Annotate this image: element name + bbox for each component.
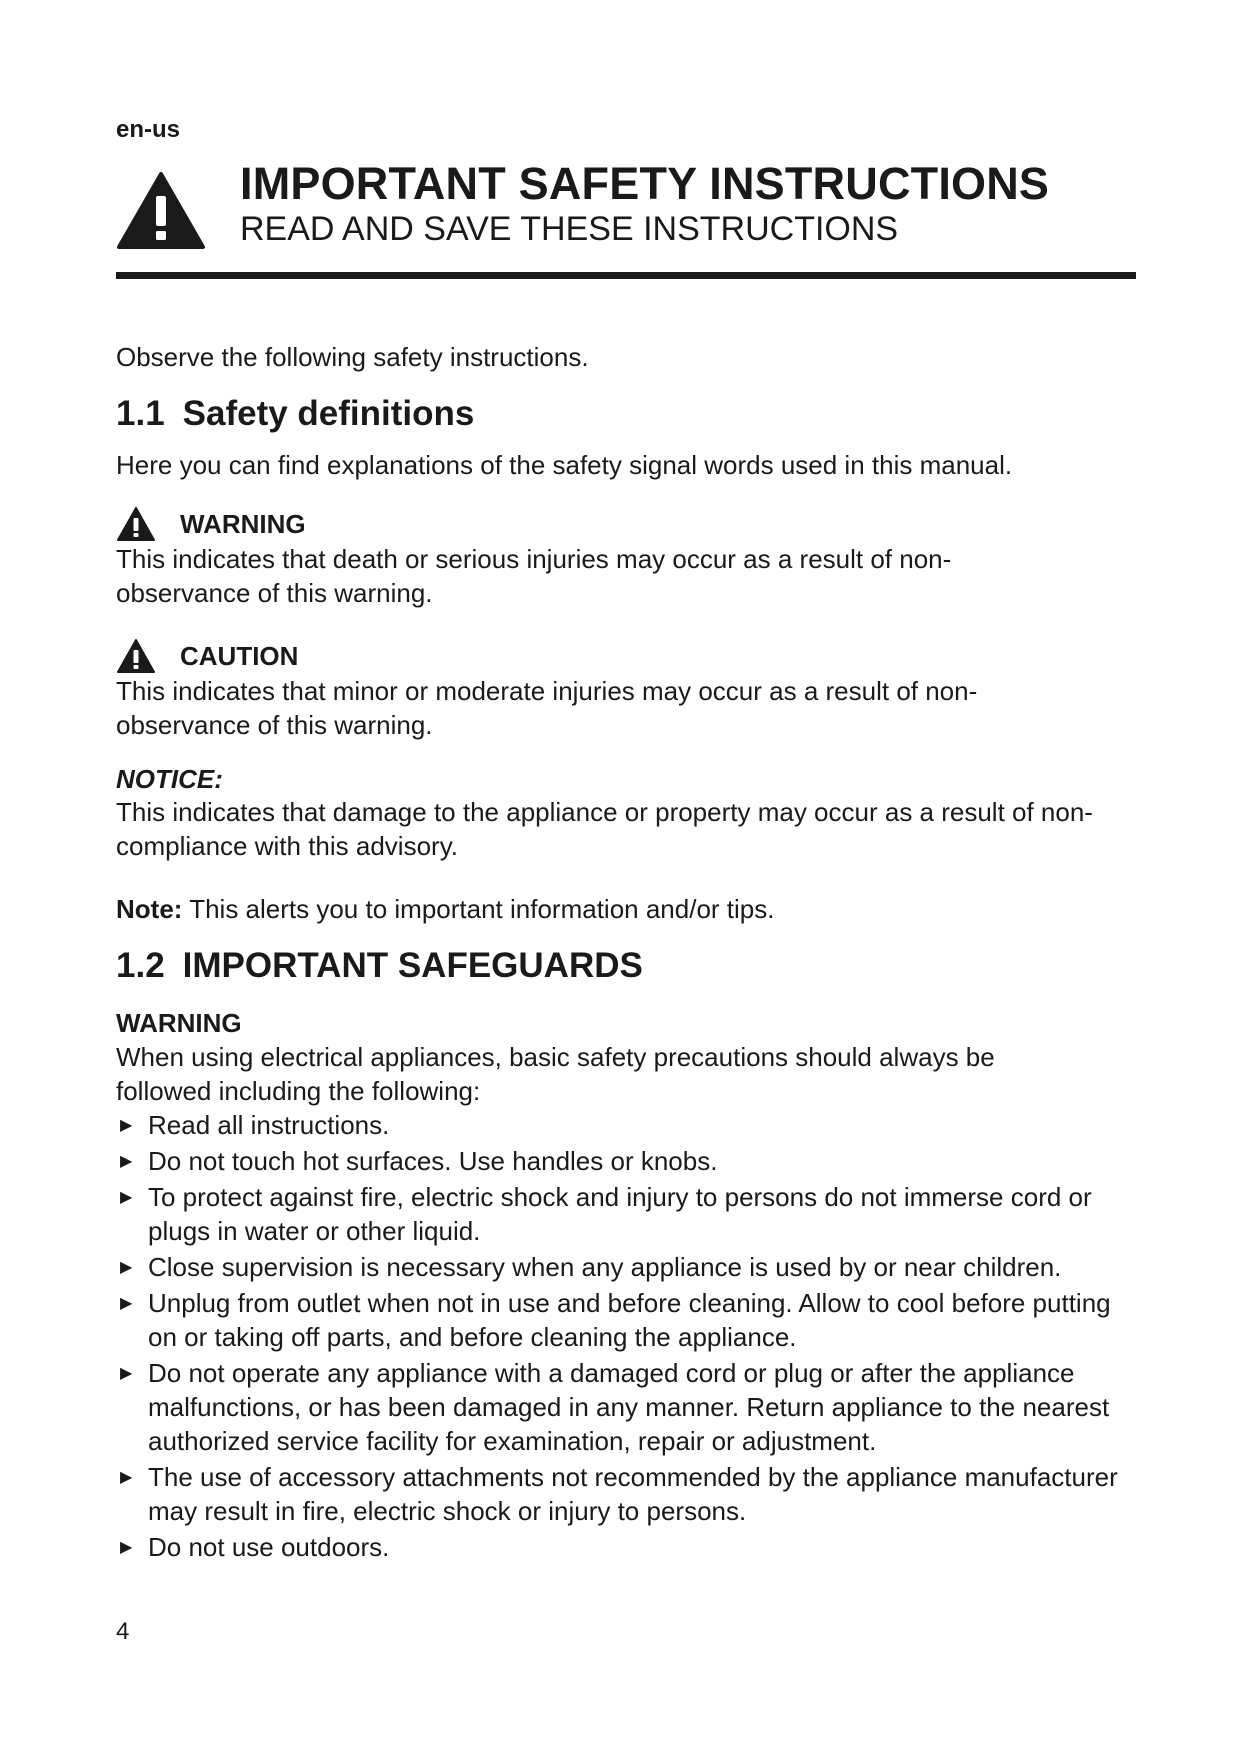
bullet-arrow-icon: ▶	[120, 1259, 133, 1276]
bullet-arrow-icon: ▶	[120, 1539, 133, 1556]
section-1-heading	[116, 394, 1156, 434]
section-1-number: 1.1	[116, 394, 165, 433]
list-item: ▶ Read all instructions.	[116, 1108, 1156, 1142]
section-2-title: IMPORTANT SAFEGUARDS	[182, 946, 643, 985]
section-1-description: Here you can find explanations of the safety signal words used in this manual.	[116, 450, 1013, 480]
list-item: ▶ The use of accessory attachments not recommended by the appliance manufacturer may result in fire, electric shock or injury to persons.	[120, 1462, 1118, 1526]
list-item: ▶ To protect against fire, electric shock and injury to persons do not immerse cord or plugs in water or other liquid.	[120, 1182, 1092, 1246]
page-title: IMPORTANT SAFETY INSTRUCTIONS	[240, 158, 1050, 209]
page-subtitle: READ AND SAVE THESE INSTRUCTIONS	[240, 210, 899, 248]
language-code: en-us	[116, 116, 181, 143]
note-label: Note:	[116, 894, 183, 924]
warning-signal	[116, 506, 1156, 542]
warning-text: This indicates that death or serious injuries may occur as a result of non-observance of this warning.	[116, 544, 952, 608]
bullet-arrow-icon: ▶	[120, 1189, 133, 1206]
notice-text: This indicates that damage to the appliance or property may occur as a result of non-compliance with this advisory.	[116, 797, 1093, 861]
warning-label: WARNING	[180, 508, 306, 539]
header-divider	[116, 272, 1136, 279]
caution-definition	[116, 638, 1156, 742]
list-item: ▶ Close supervision is necessary when any appliance is used by or near children.	[116, 1250, 1156, 1284]
section-2-heading	[116, 946, 1156, 986]
note-text: This alerts you to important information and/or tips.	[189, 894, 775, 924]
list-item: ▶ Do not use outdoors.	[116, 1530, 1156, 1564]
page-number: 4	[116, 1618, 130, 1645]
list-item: ▶ Do not operate any appliance with a damaged cord or plug or after the appliance malfunctions, or has been damaged in any manner. Return appliance to the nearest authorized service facility for examination, repair or adjustment.	[120, 1358, 1110, 1456]
warning-triangle-icon	[116, 170, 206, 250]
bullet-arrow-icon: ▶	[120, 1295, 133, 1312]
bullet-arrow-icon: ▶	[120, 1469, 133, 1486]
bullet-arrow-icon: ▶	[120, 1153, 133, 1170]
safeguards-warning-text: When using electrical appliances, basic safety precautions should always be followed including the following:	[116, 1042, 995, 1106]
intro-text: Observe the following safety instructions.	[116, 342, 589, 372]
bullet-arrow-icon: ▶	[120, 1365, 133, 1382]
section-2-number: 1.2	[116, 946, 165, 985]
section-1-title: Safety definitions	[182, 394, 475, 433]
note-definition	[116, 892, 1156, 926]
warning-triangle-icon	[116, 638, 156, 674]
safeguards-list	[116, 1108, 1156, 1564]
caution-label: CAUTION	[180, 640, 299, 671]
safeguards-block	[116, 1006, 1156, 1566]
caution-signal	[116, 638, 1156, 674]
safeguards-warning-label: WARNING	[116, 1008, 242, 1038]
bullet-arrow-icon: ▶	[120, 1117, 133, 1134]
list-item: ▶ Unplug from outlet when not in use and before cleaning. Allow to cool before putting on or taking off parts, and before cleaning the appliance.	[120, 1288, 1111, 1352]
notice-label: NOTICE:	[116, 764, 223, 794]
warning-definition	[116, 506, 1156, 610]
caution-text: This indicates that minor or moderate injuries may occur as a result of non-observance of this warning.	[116, 676, 978, 740]
notice-definition	[116, 764, 1156, 863]
list-item: ▶ Do not touch hot surfaces. Use handles or knobs.	[116, 1144, 1156, 1178]
warning-triangle-icon	[116, 506, 156, 542]
